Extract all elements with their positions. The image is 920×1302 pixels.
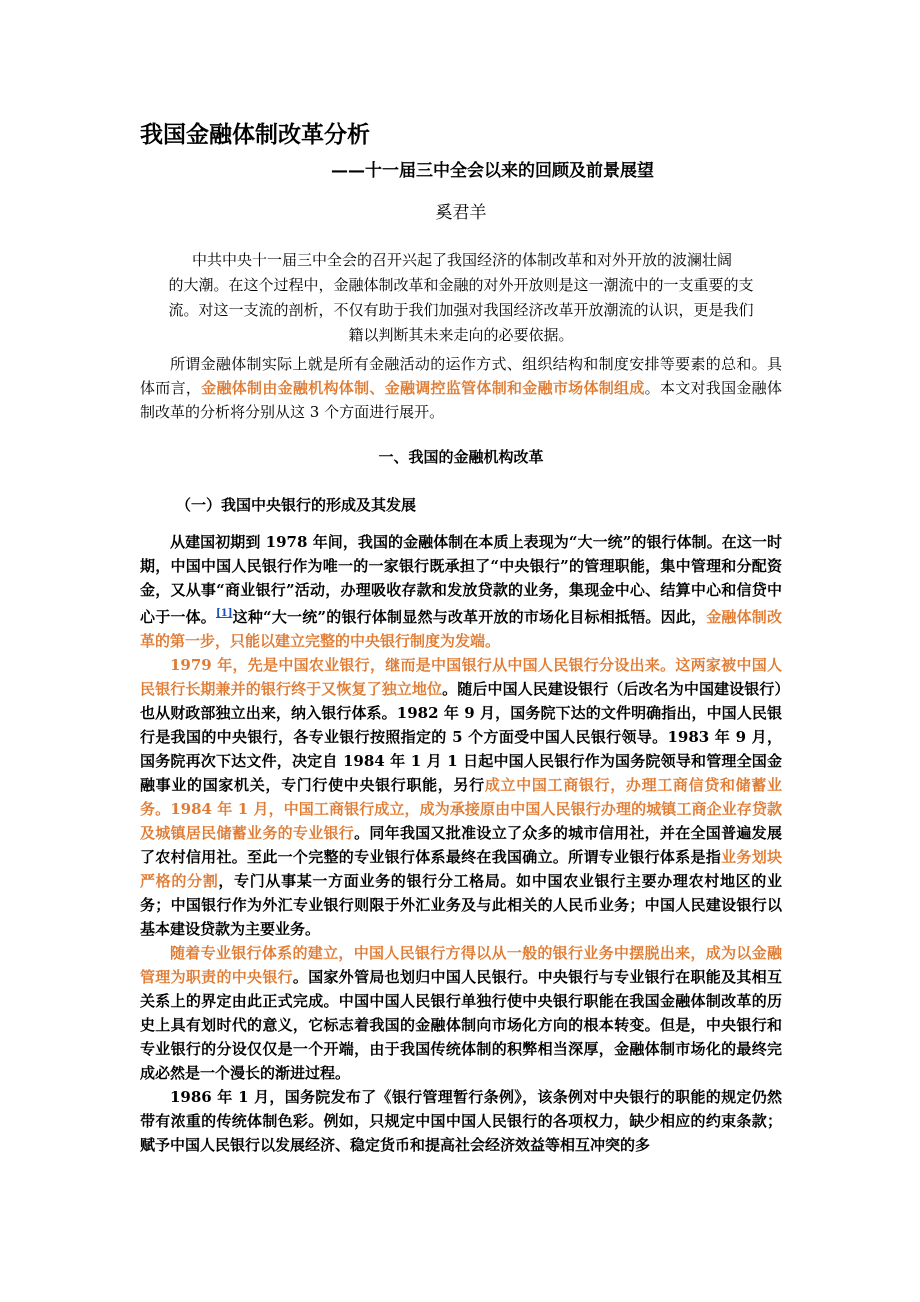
intro-text: 所谓金融体制实际上就是所有金融活动的运作方式、组织结构和制度安排等要素的总和。具体而言， (140, 355, 782, 397)
paragraph-1-text: 从建国初期到 1978 年间，我国的金融体制在本质上表现为“大一统”的银行体制。在这一时期，中国中国人民银行作为唯一的一家银行既承担了“中央银行”的管理职能，集中管理和分配资金，又从事“商业银行”活动，办理吸收存款和发放贷款的业务，集现金中心、结算中心和信贷中心于一体。 (140, 533, 782, 626)
abstract-line: 流。对这一支流的剖析，不仅有助于我们加强对我国经济改革开放潮流的认识，更是我们 (168, 301, 754, 319)
paragraph-2-highlight-2: 成立中国工商银行，办理工商信贷和储蓄业务。1984 年 1 月，中国工商银行成立，成为承接原由中国人民银行办理的城镇工商企业存贷款及城镇居民储蓄业务的专业银行 (140, 776, 782, 842)
paragraph-3 (140, 941, 782, 1085)
subsection-heading: （一）我国中央银行的形成及其发展 (176, 496, 417, 514)
document-page (140, 118, 782, 1157)
paragraph-3-highlight: 随着专业银行体系的建立，中国人民银行方得以从一般的银行业务中摆脱出来，成为以金融管理为职责的中央银行 (140, 944, 782, 986)
abstract-line: 中共中央十一届三中全会的召开兴起了我国经济的体制改革和对外开放的波澜壮阔 (192, 251, 733, 269)
paragraph-3-text: 。国家外管局也划归中国人民银行。中央银行与专业银行在职能及其相互关系上的界定由此正式完成。中国中国人民银行单独行使中央银行职能在我国金融体制改革的历史上具有划时代的意义，它标志着我国的金融体制向市场化方向的根本转变。但是，中央银行和专业银行的分设仅仅是一个开端，由于我国传统体制的积弊相当深厚，金融体制市场化的最终完成必然是一个漫长的渐进过程。 (140, 968, 782, 1082)
paragraph-2-text: 。随后中国人民建设银行（后改名为中国建设银行）也从财政部独立出来，纳入银行体系。1982 年 9 月，国务院下达的文件明确指出，中国人民银行是我国的中央银行，各专业银行按照指定的 5 个方面受中国人民银行领导。1983 年 9 月，国务院再次下达文件，决定自 1984 年 1 月 1 日起中国人民银行作为国务院领导和管理全国金融事业的国家机关，专门行使中央银行职能，另行 (140, 680, 782, 794)
intro-paragraph (140, 352, 782, 424)
paragraph-2-text-end: ，专门从事某一方面业务的银行分工格局。如中国农业银行主要办理农村地区的业务；中国银行作为外汇专业银行则限于外汇业务及与此相关的人民币业务；中国人民建设银行以基本建设贷款为主要业务。 (140, 872, 782, 938)
abstract (140, 248, 782, 348)
document-subtitle: ——十一届三中全会以来的回顾及前景展望 (331, 161, 654, 181)
paragraph-2-highlight-3: 业务划块严格的分割 (140, 848, 782, 890)
paragraph-1 (140, 530, 782, 653)
paragraph-2-text-cont: 。同年我国又批准设立了众多的城市信用社，并在全国普遍发展了农村信用社。至此一个完整的专业银行体系最终在我国确立。所谓专业银行体系是指 (140, 824, 782, 866)
intro-highlight: 金融体制由金融机构体制、金融调控监管体制和金融市场体制组成 (201, 379, 645, 397)
section-heading: 一、我国的金融机构改革 (378, 448, 544, 466)
paragraph-1-text-cont: 这种“大一统”的银行体制显然与改革开放的市场化目标相抵牾。因此， (232, 608, 707, 626)
paragraph-2-highlight-1: 1979 年，先是中国农业银行，继而是中国银行从中国人民银行分设出来。这两家被中国人民银行长期兼并的银行终于又恢复了独立地位 (140, 656, 782, 698)
abstract-line: 籍以判断其未来走向的必要依据。 (348, 326, 574, 344)
abstract-line: 的大潮。在这个过程中，金融体制改革和金融的对外开放则是这一潮流中的一支重要的支 (168, 276, 754, 294)
document-title: 我国金融体制改革分析 (140, 122, 370, 148)
paragraph-1-highlight: 金融体制改革的第一步，只能以建立完整的中央银行制度为发端。 (140, 608, 782, 650)
paragraph-4: 1986 年 1 月，国务院发布了《银行管理暂行条例》，该条例对中央银行的职能的规定仍然带有浓重的传统体制色彩。例如，只规定中国中国人民银行的各项权力，缺少相应的约束条款；赋予中国人民银行以发展经济、稳定货币和提高社会经济效益等相互冲突的多 (140, 1088, 782, 1154)
author-name: 奚君羊 (435, 203, 487, 223)
intro-text-end: 。本文对我国金融体制改革的分析将分别从这 3 个方面进行展开。 (140, 379, 782, 421)
paragraph-2 (140, 653, 782, 941)
footnote-link[interactable]: [1] (216, 608, 233, 619)
